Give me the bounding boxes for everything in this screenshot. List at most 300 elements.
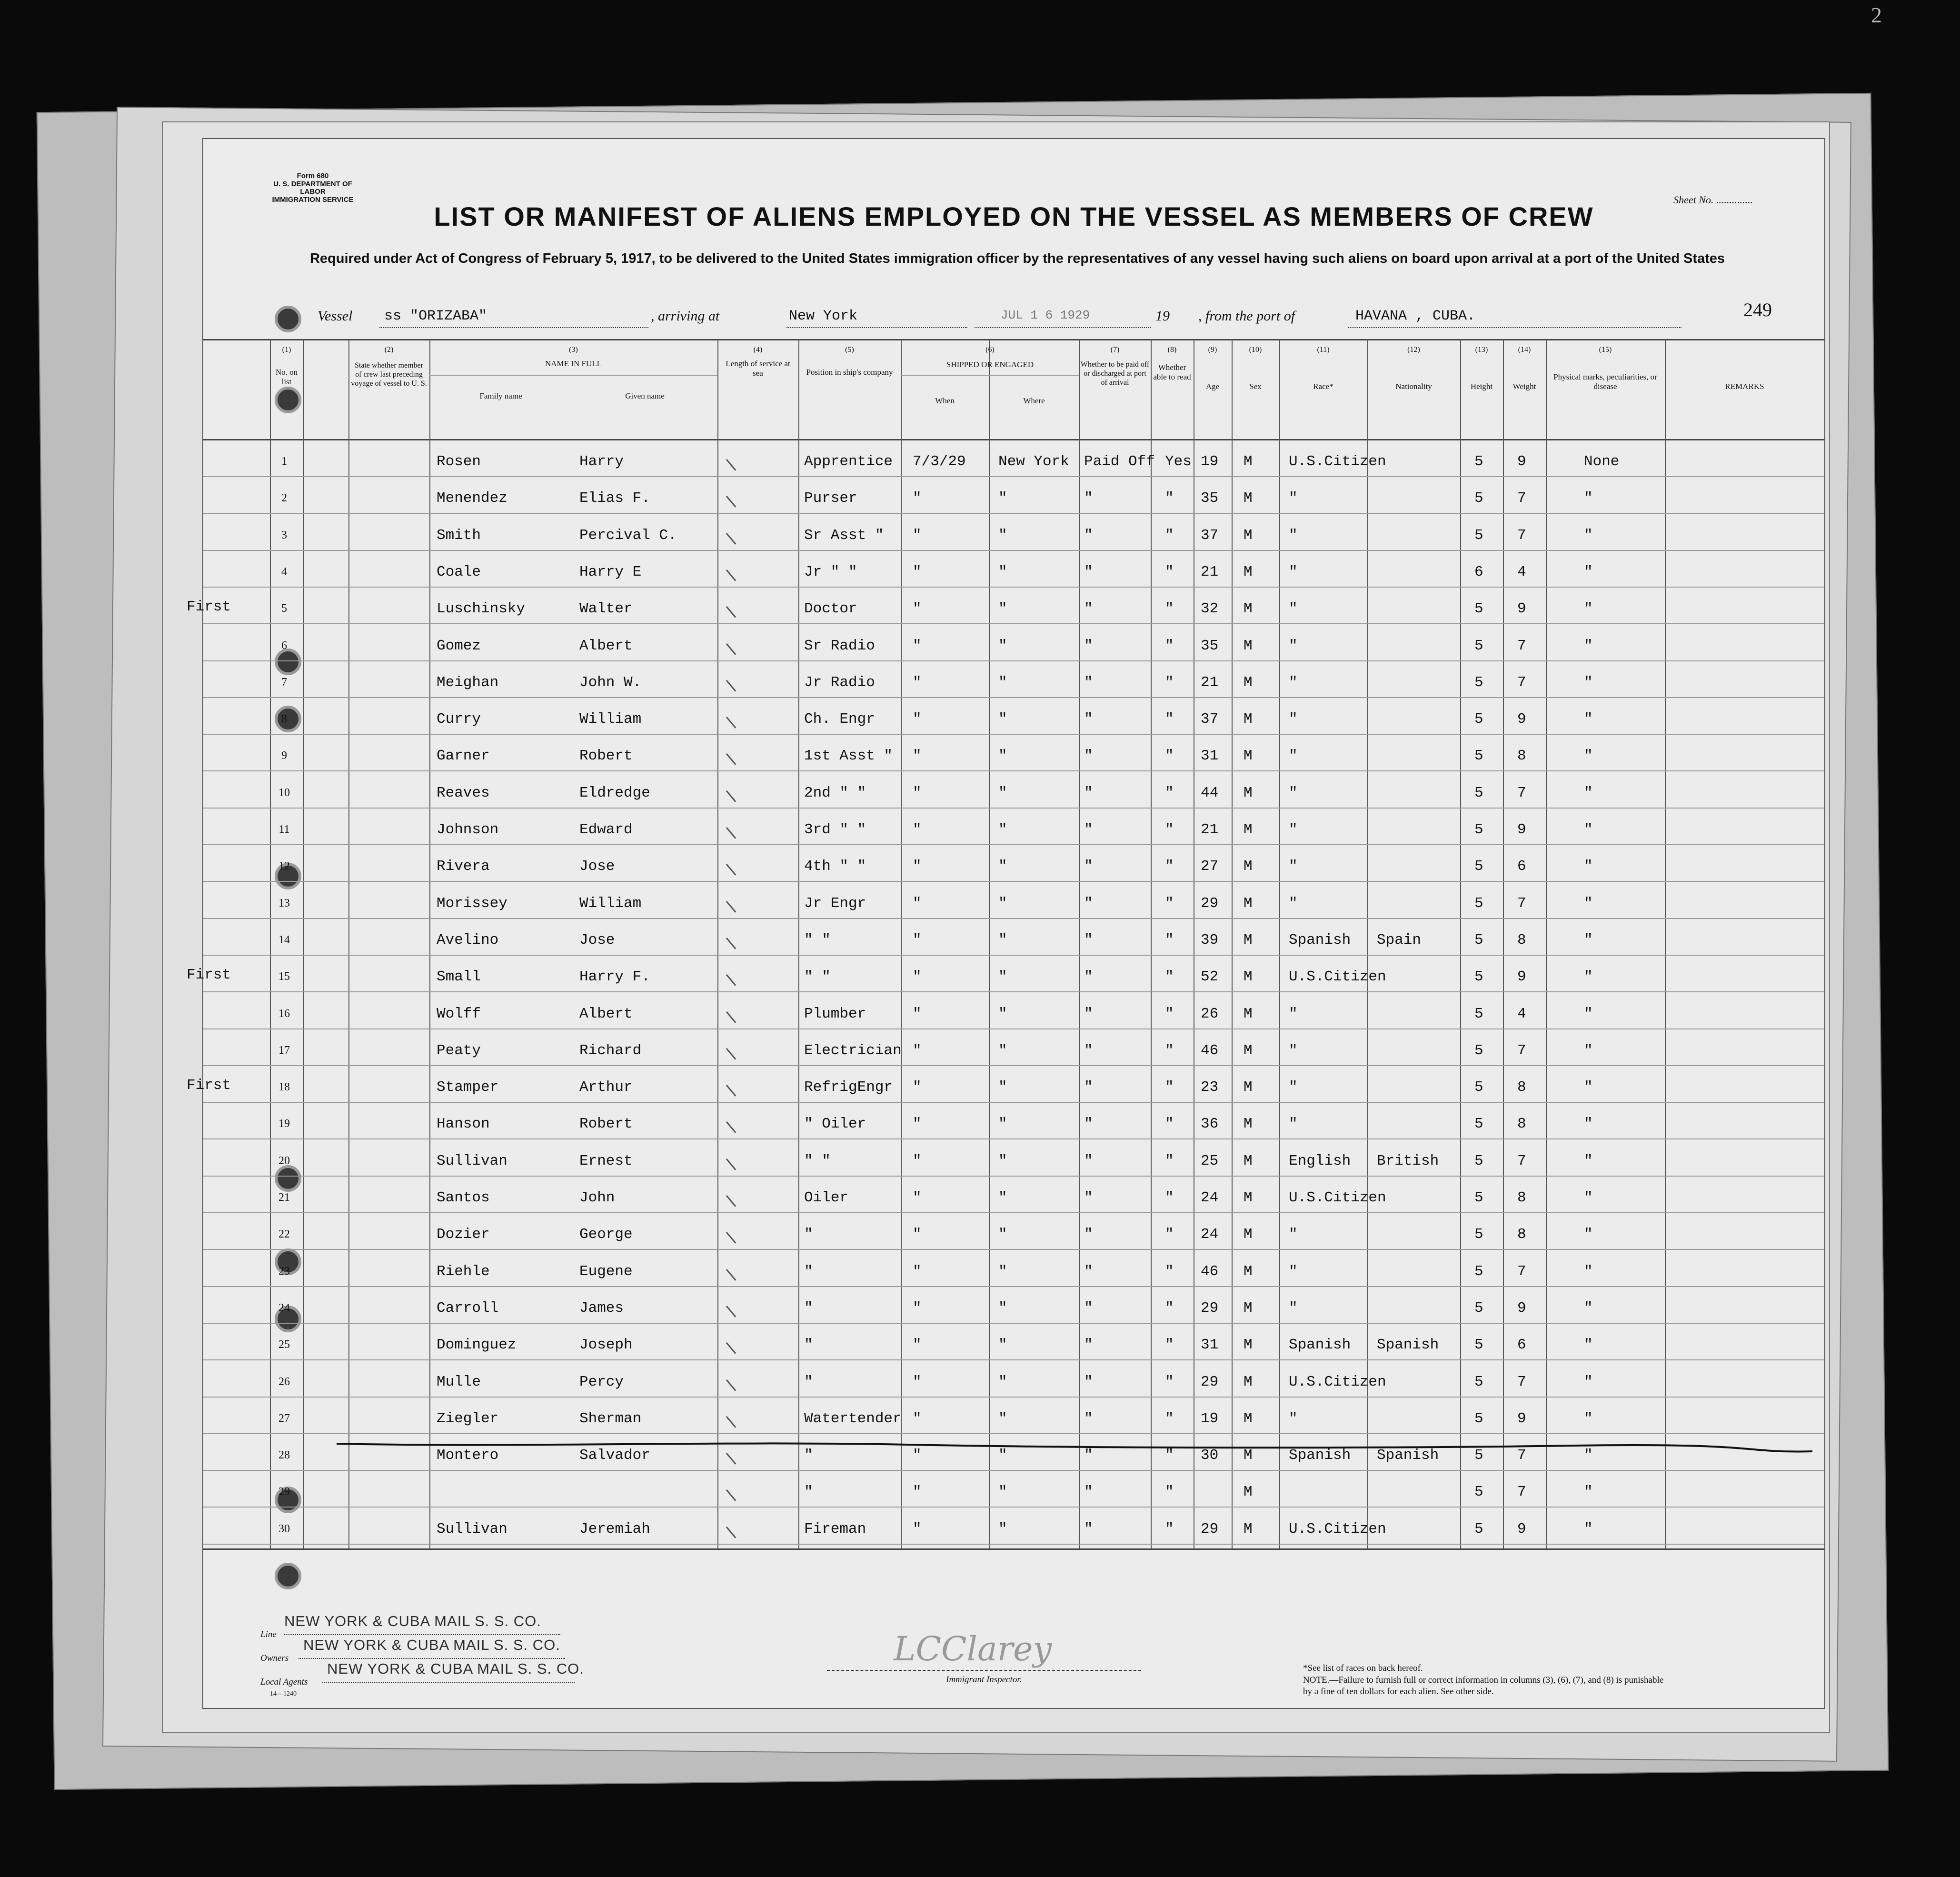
cell-no: 25 [279,1338,290,1351]
cell-paid: " [1084,1337,1093,1354]
cell-height: 5 [1474,1299,1483,1317]
cell-age: 23 [1201,1079,1219,1096]
cell-when: " [913,1373,922,1390]
column-number: (9) [1208,346,1217,354]
cell-given: Percival C. [579,527,677,544]
column-header-sex: Sex [1249,382,1262,391]
cell-no: 8 [281,713,287,726]
cell-paid: " [1084,1005,1093,1022]
cell-where: " [998,490,1007,507]
cell-paid: " [1084,711,1093,728]
checkmark-icon [726,661,758,691]
row-rule [203,1544,1824,1545]
cell-when: " [913,1520,922,1538]
cell-given: Albert [579,637,633,654]
cell-when: " [913,931,922,948]
cell-position: Purser [804,490,857,507]
cell-no: 2 [281,492,287,505]
cell-read: " [1165,490,1174,507]
cell-given: George [579,1226,633,1243]
cell-sex: M [1244,1152,1253,1169]
cell-where: " [998,1299,1007,1317]
cell-age: 44 [1201,784,1219,801]
cell-given: Edward [579,821,633,838]
note-penalty: NOTE.—Failure to furnish full or correct information in columns (3), (6), (7), and (8) is punishable by a fine of ten dollars for each alien. See other side. [1303,1675,1664,1697]
cell-sex: M [1244,968,1253,986]
cell-age: 37 [1201,711,1219,728]
cell-marks: " [1584,1484,1593,1501]
cell-height: 5 [1474,1226,1483,1243]
cell-paid: " [1084,1116,1093,1133]
cell-sex: M [1244,748,1253,765]
cell-race: " [1289,1226,1298,1243]
checkmark-icon [726,919,758,949]
cell-height: 5 [1474,858,1483,875]
checkmark-icon [726,514,758,544]
row-rule [203,1249,1824,1250]
cell-family: Sullivan [437,1152,507,1169]
document-title: LIST OR MANIFEST OF ALIENS EMPLOYED ON THE VESSEL AS MEMBERS OF CREW [434,201,1594,231]
cell-read: " [1165,1116,1174,1133]
cell-weight: 8 [1517,1116,1526,1133]
cell-given: Sherman [579,1410,642,1427]
cell-position: " [804,1484,813,1501]
footer [203,1610,1824,1706]
binder-hole [275,1165,301,1192]
cell-sex: M [1244,821,1253,838]
cell-nationality: Spain [1377,931,1422,948]
row-rule [203,1286,1824,1287]
cell-no: 22 [279,1228,290,1241]
cell-paid: " [1084,637,1093,654]
cell-read: " [1165,821,1174,838]
row-rule [203,808,1824,809]
cell-position: Ch. Engr [804,711,875,728]
cell-paid: " [1084,527,1093,544]
department-header: Form 680 U. S. DEPARTMENT OF LABOR IMMIGRATION SERVICE [272,172,354,204]
cell-marks: " [1584,637,1593,654]
cell-no: 26 [279,1375,290,1388]
column-header-age: Age [1205,382,1220,391]
cell-sex: M [1244,1447,1253,1464]
cell-paid: " [1084,748,1093,765]
cell-sex: M [1244,563,1253,580]
cell-sex: M [1244,600,1253,618]
cell-position: " [804,1226,813,1243]
cell-weight: 8 [1517,1189,1526,1206]
cell-weight: 4 [1517,563,1526,580]
cell-height: 5 [1474,1042,1483,1059]
cell-no: 16 [279,1007,290,1020]
cell-sex: M [1244,1116,1253,1133]
checkmark-icon [726,1140,758,1170]
cell-paid: " [1084,784,1093,801]
cell-read: " [1165,784,1174,801]
row-rule [203,918,1824,919]
cell-when: " [913,490,922,507]
cell-sex: M [1244,1226,1253,1243]
column-number: (15) [1599,346,1612,354]
cell-family: Smith [437,527,481,544]
cell-marks: " [1584,968,1593,986]
cell-family: Riehle [437,1263,490,1280]
cell-family: Montero [437,1447,499,1464]
cell-read: " [1165,637,1174,654]
cell-no: 23 [279,1265,290,1278]
cell-family: Wolff [437,1005,481,1022]
cell-family: Avelino [437,931,499,948]
cell-given: Harry [579,453,624,470]
cell-weight: 9 [1517,1520,1526,1538]
cell-read: " [1165,527,1174,544]
cell-weight: 9 [1517,600,1526,618]
cell-position: Jr Radio [804,674,875,691]
cell-age: 24 [1201,1226,1219,1243]
cell-no: 15 [279,970,290,983]
cell-where: " [998,931,1007,948]
cell-race: U.S.Citizen [1289,968,1386,986]
cell-position: Jr Engr [804,895,866,912]
sheet-number-label: Sheet No. .............. [1673,194,1753,206]
cell-height: 5 [1474,895,1483,912]
cell-age: 29 [1201,1520,1219,1538]
page-number: 249 [1743,299,1772,320]
cell-height: 5 [1474,1484,1483,1501]
line-label: Line [260,1629,277,1639]
cell-race: " [1289,1410,1298,1427]
cell-where: " [998,858,1007,875]
cell-family: Johnson [437,821,499,838]
column-number: (8) [1167,346,1177,354]
checkmark-icon [726,846,758,876]
checkmark-icon [726,809,758,839]
cell-position: 1st Asst " [804,748,893,765]
cell-age: 21 [1201,821,1219,838]
cell-race: Spanish [1289,1337,1351,1354]
cell-when: " [913,1299,922,1317]
cell-read: " [1165,1226,1174,1243]
cell-no: 14 [279,933,290,946]
cell-given: Salvador [579,1447,650,1464]
cell-no: 7 [281,676,287,689]
cell-weight: 9 [1517,1299,1526,1317]
checkmark-icon [726,772,758,802]
cell-marks: " [1584,490,1593,507]
row-rule [203,1212,1824,1213]
cell-no: 28 [279,1449,290,1462]
cell-when: " [913,563,922,580]
cell-weight: 9 [1517,968,1526,986]
cell-given: Richard [579,1042,642,1059]
column-header-read: Whether able to read [1153,363,1191,382]
vessel-name: ss "ORIZABA" [384,308,488,324]
cell-paid: " [1084,968,1093,986]
cell-weight: 7 [1517,1373,1526,1390]
cell-marks: " [1584,1447,1593,1464]
cell-weight: 8 [1517,931,1526,948]
cell-race: " [1289,1299,1298,1317]
cell-marks: " [1584,1373,1593,1390]
checkmark-icon [726,1103,758,1133]
checkmark-icon [726,625,758,655]
column-number: (12) [1407,346,1420,354]
column-number: (7) [1110,346,1120,354]
cell-sex: M [1244,895,1253,912]
cell-read: " [1165,931,1174,948]
cell-age: 19 [1201,453,1219,470]
cell-marks: " [1584,1299,1593,1317]
cell-marks: " [1584,821,1593,838]
cell-age: 30 [1201,1447,1219,1464]
column-number: (2) [384,346,394,354]
cell-where: " [998,600,1007,618]
cell-where: " [998,1152,1007,1169]
cell-sex: M [1244,1042,1253,1059]
cell-race: " [1289,563,1298,580]
cell-family: Ziegler [437,1410,499,1427]
checkmark-icon [726,1324,758,1354]
cell-given: Walter [579,600,633,618]
year-label: 19 [1155,308,1170,324]
column-header-service-length: Length of service at sea [726,359,790,378]
cell-marks: " [1584,527,1593,544]
cell-read: " [1165,1484,1174,1501]
vessel-label: Vessel [318,308,353,324]
cell-marks: " [1584,1042,1593,1059]
checkmark-icon [726,1250,758,1280]
cell-race: " [1289,858,1298,875]
cell-where: " [998,968,1007,986]
cell-given: William [579,711,642,728]
cell-given: Elias F. [579,490,650,507]
cell-family: Rosen [437,453,481,470]
cell-race: " [1289,490,1298,507]
cell-paid: " [1084,1373,1093,1390]
binder-hole [275,387,301,413]
cell-height: 5 [1474,1373,1483,1390]
cell-age: 31 [1201,1337,1219,1354]
cell-when: " [913,674,922,691]
row-rule [203,770,1824,771]
row-rule [203,955,1824,956]
checkmark-icon [726,882,758,912]
cell-marks: " [1584,1520,1593,1538]
checkmark-icon [726,1029,758,1059]
cell-race: " [1289,1079,1298,1096]
cell-weight: 7 [1517,1042,1526,1059]
checkmark-icon [726,698,758,728]
cell-where: " [998,1116,1007,1133]
cell-weight: 8 [1517,748,1526,765]
cell-family: Gomez [437,637,481,654]
checkmark-icon [726,1471,758,1501]
cell-position: " " [804,931,831,948]
cell-position: Doctor [804,600,857,618]
cell-weight: 7 [1517,1447,1526,1464]
row-rule [203,476,1824,477]
cell-family: Mulle [437,1373,481,1390]
cell-position: " [804,1299,813,1317]
cell-given: Robert [579,748,633,765]
cell-given: Harry F. [579,968,650,986]
cell-paid: " [1084,674,1093,691]
cell-height: 5 [1474,1410,1483,1427]
cell-marks: " [1584,748,1593,765]
column-header-physical-marks: Physical marks, peculiarities, or disease [1553,372,1657,391]
row-rule [203,587,1824,588]
cell-nationality: Spanish [1377,1447,1439,1464]
cell-weight: 7 [1517,490,1526,507]
column-header-name: NAME IN FULL [545,359,602,368]
column-number: (6) [985,346,995,354]
cell-when: 7/3/29 [913,453,966,470]
cell-weight: 9 [1517,453,1526,470]
cell-where: " [998,821,1007,838]
cell-paid: " [1084,1189,1093,1206]
cell-position: Oiler [804,1189,849,1206]
cell-race: U.S.Citizen [1289,1373,1386,1390]
cell-sex: M [1244,931,1253,948]
cell-paid: " [1084,895,1093,912]
cell-read: " [1165,1373,1174,1390]
cell-when: " [913,858,922,875]
cell-when: " [913,637,922,654]
cell-family: Meighan [437,674,499,691]
column-header-shipped: SHIPPED OR ENGAGED [946,360,1034,369]
cell-age: 29 [1201,895,1219,912]
cell-read: " [1165,1299,1174,1317]
cell-sex: M [1244,1484,1253,1501]
cell-when: " [913,1005,922,1022]
cell-no: 21 [279,1191,290,1204]
column-subheader-family-name: Family name [479,391,522,400]
cell-marks: " [1584,1263,1593,1280]
cell-age: 31 [1201,748,1219,765]
cell-height: 5 [1474,1005,1483,1022]
column-number: (13) [1475,346,1488,354]
checkmark-icon [726,1287,758,1317]
cell-position: Plumber [804,1005,866,1022]
cell-age: 29 [1201,1299,1219,1317]
cell-position: 4th " " [804,858,866,875]
cell-height: 5 [1474,527,1483,544]
cell-where: " [998,895,1007,912]
cell-sex: M [1244,711,1253,728]
manifest-sheet [187,138,1825,1709]
column-number: (5) [845,346,854,354]
cell-no: 5 [281,602,287,615]
column-header-position: Position in ship's company [806,368,893,377]
cell-read: " [1165,711,1174,728]
cell-where: " [998,1005,1007,1022]
cell-race: " [1289,527,1298,544]
cell-age: 35 [1201,490,1219,507]
column-header-race: Race* [1313,382,1333,391]
cell-weight: 8 [1517,1079,1526,1096]
column-subheader-when: When [935,396,955,405]
cell-family: Santos [437,1189,490,1206]
cell-given: Jose [579,931,615,948]
cell-height: 5 [1474,1520,1483,1538]
cell-marks: " [1584,600,1593,618]
cell-height: 5 [1474,600,1483,618]
cell-paid: " [1084,490,1093,507]
column-number: (4) [753,346,763,354]
departure-port: HAVANA , CUBA. [1355,308,1476,324]
cell-where: " [998,1337,1007,1354]
cell-where: " [998,1263,1007,1280]
cell-family: Reaves [437,784,490,801]
cell-race: Spanish [1289,931,1351,948]
checkmark-icon [726,1361,758,1391]
row-rule [203,734,1824,735]
cell-marks: " [1584,1116,1593,1133]
cell-race: " [1289,1005,1298,1022]
cell-given: Jeremiah [579,1520,650,1538]
cell-read: " [1165,858,1174,875]
cell-paid: Paid Off [1084,453,1155,470]
row-rule [203,550,1824,551]
cell-age: 32 [1201,600,1219,618]
cell-when: " [913,1189,922,1206]
row-rule [203,881,1824,882]
cell-marks: " [1584,895,1593,912]
cell-age: 21 [1201,674,1219,691]
cell-position: Watertender [804,1410,902,1427]
column-header-nationality: Nationality [1395,382,1432,391]
column-number: (14) [1518,346,1531,354]
cell-when: " [913,1226,922,1243]
cell-where: " [998,1373,1007,1390]
cell-age: 24 [1201,1189,1219,1206]
cell-age: 36 [1201,1116,1219,1133]
strike-through-line [337,1434,1812,1458]
cell-where: " [998,1447,1007,1464]
margin-note: First [187,967,231,984]
cell-read: " [1165,1410,1174,1427]
cell-position: Apprentice [804,453,893,470]
cell-position: RefrigEngr [804,1079,893,1096]
cell-given: Percy [579,1373,624,1390]
cell-sex: M [1244,1079,1253,1096]
cell-race: English [1289,1152,1351,1169]
cell-position: " Oiler [804,1116,866,1133]
cell-family: Coale [437,563,481,580]
cell-where: " [998,748,1007,765]
cell-nationality: Spanish [1377,1337,1439,1354]
cell-marks: " [1584,563,1593,580]
cell-no: 1 [281,455,287,468]
cell-height: 5 [1474,1447,1483,1464]
cell-read: " [1165,1447,1174,1464]
cell-marks: " [1584,1226,1593,1243]
cell-position: Sr Asst " [804,527,884,544]
cell-weight: 9 [1517,711,1526,728]
cell-family: Hanson [437,1116,490,1133]
cell-height: 5 [1474,968,1483,986]
row-rule [203,513,1824,514]
cell-marks: " [1584,1410,1593,1427]
cell-sex: M [1244,637,1253,654]
arrival-port: New York [789,308,858,324]
cell-paid: " [1084,1447,1093,1464]
cell-given: John [579,1189,615,1206]
cell-no: 24 [279,1301,290,1314]
agents-label: Local Agents [260,1677,308,1687]
cell-when: " [913,1484,922,1501]
cell-age: 39 [1201,931,1219,948]
cell-paid: " [1084,1484,1093,1501]
